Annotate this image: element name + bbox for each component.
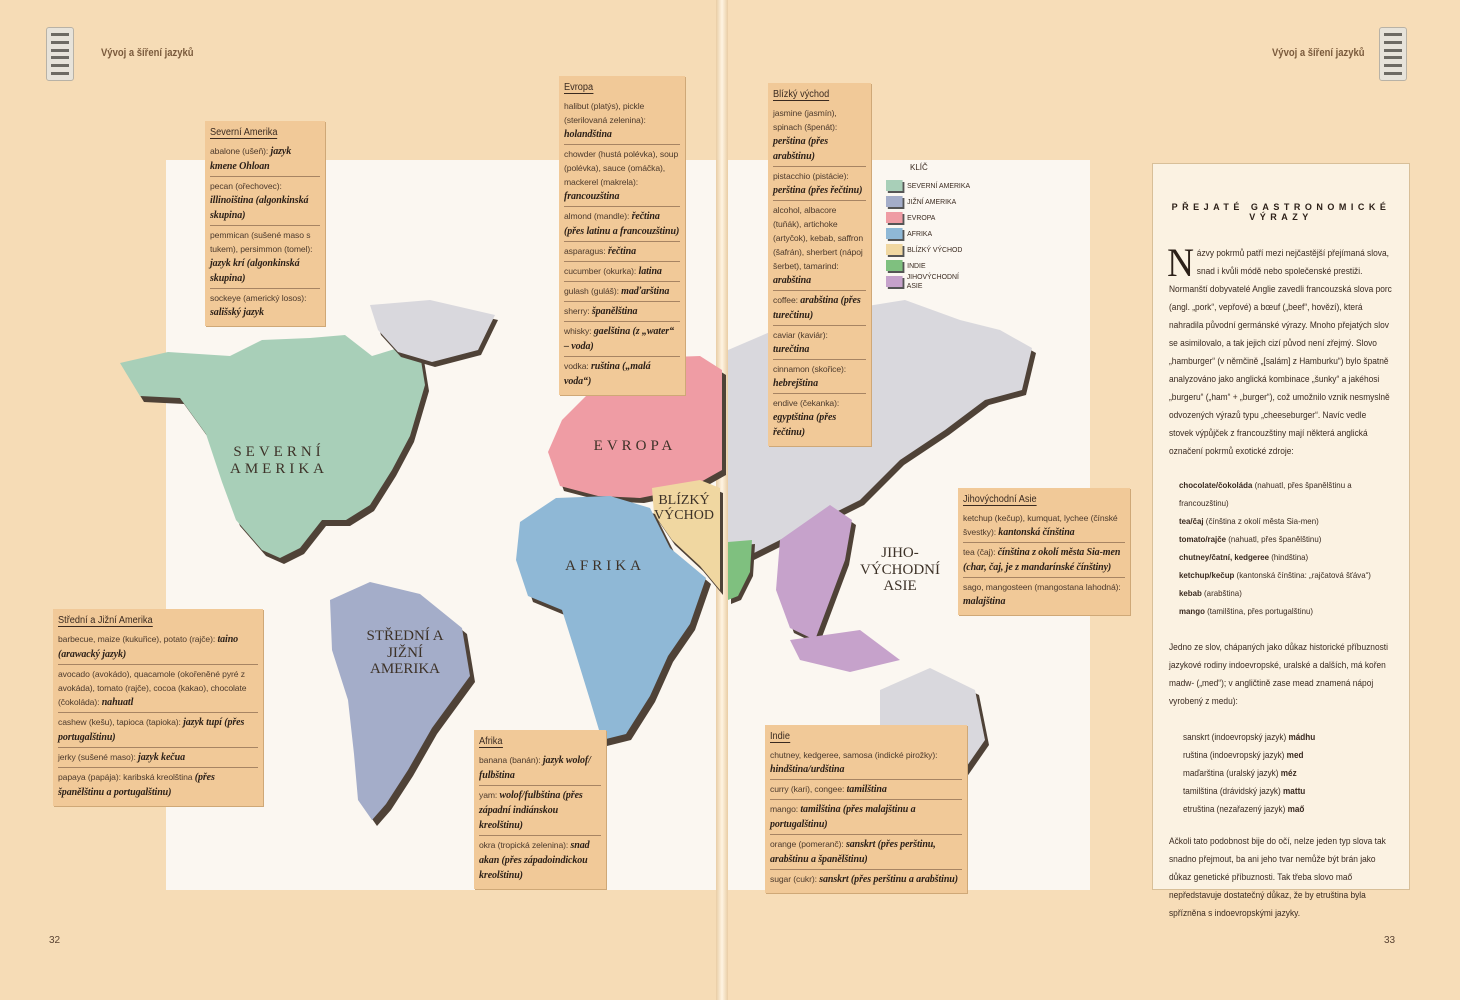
legend-label: JIHOVÝCHODNÍ ASIE: [906, 272, 959, 290]
list-item: endive (čekanka): egyptština (přes řečtinu): [773, 398, 840, 438]
box-africa: [474, 730, 606, 889]
list-item: vodka: ruština („malá voda“): [564, 361, 651, 387]
legend-swatch: [886, 196, 903, 207]
cuneiform-tablet-icon: [1379, 27, 1407, 81]
list-item: pecan (ořechovec): illinoiština (algonkinská skupina): [210, 177, 320, 226]
region-label-africa: AFRIKA: [565, 558, 645, 574]
region-label-southeast-asia: JIHO-VÝCHODNÍ ASIE: [860, 545, 940, 594]
list-item: avocado (avokádo), quacamole (okořeněné pyré z avokáda), tomato (rajče), cocoa (kakao), chocolate (čokoláda): nahuatl: [58, 665, 258, 713]
legend-item: [886, 225, 974, 241]
box-title: Jihovýchodní Asie: [963, 494, 1037, 505]
list-item: cinnamon (skořice): hebrejština: [773, 360, 866, 394]
list-item: caviar (kaviár): turečtina: [773, 326, 866, 360]
list-item: curry (kari), congee: tamilština: [770, 780, 962, 800]
legend-title: KLÍČ: [910, 163, 928, 172]
list-item: halibut (platýs), pickle (sterilovaná zelenina): holandština: [564, 97, 680, 145]
box-title: Střední a Jižní Amerika: [58, 615, 153, 626]
legend-swatch: [886, 276, 902, 287]
box-north-america: [205, 121, 325, 326]
legend-item: [886, 273, 974, 289]
box-southeast-asia: [958, 488, 1130, 615]
list-item: tea (čaj): čínština z okolí města Sia-men (char, čaj, je z mandarínské čínštiny): [963, 543, 1125, 578]
legend-label: BLÍZKÝ VÝCHOD: [907, 244, 963, 254]
legend-label: INDIE: [907, 260, 926, 270]
sidebar-middle-paragraph: Jedno ze slov, chápaných jako důkaz historické příbuznosti jazykové rodiny indoevropské, uralské a dalších, má kořen madw- („med“); v angličtině zase mead znamená nápoj vyrobený z medu):: [1169, 642, 1388, 706]
list-item: sherry: španělština: [564, 302, 680, 322]
sidebar-title: PŘEJATÉ GASTRONOMICKÉ VÝRAZY: [1171, 202, 1391, 222]
list-item: sockeye (americký losos): sališský jazyk: [210, 293, 307, 318]
drop-cap: N: [1167, 240, 1195, 285]
list-item: papaya (papája): karibská kreolština (přes španělštinu a portugalštinu): [58, 772, 215, 798]
sidebar-closing-paragraph: Ačkoli tato podobnost bije do očí, nelze jeden typ slova tak snadno přejmout, ba ani jeho tvar nemůže být brán jako důkaz genetické příbuznosti. Tak třeba slovo maő nepředstavuje dostatečný důkaz, že by etruština byla spřízněna s indoevropskými jazyky.: [1169, 836, 1386, 918]
list-item: tomato/rajče (nahuatl, přes španělštinu): [1179, 534, 1322, 544]
box-middle-east: [768, 83, 871, 446]
box-title: Evropa: [564, 82, 594, 93]
list-item: pemmican (sušené maso s tukem), persimmon (tomel): jazyk krí (algonkinská skupina): [210, 226, 320, 289]
list-item: sugar (cukr): sanskrt (přes perštinu a arabštinu): [770, 874, 958, 885]
right-running-head: Vývoj a šíření jazyků: [1272, 47, 1365, 59]
box-title: Severní Amerika: [210, 127, 278, 138]
list-item: almond (mandle): řečtina (přes latinu a francouzštinu): [564, 207, 680, 242]
legend-label: JIŽNÍ AMERIKA: [907, 196, 957, 206]
list-item: coffee: arabština (přes turečtinu): [773, 291, 866, 326]
list-item: cashew (kešu), tapioca (tapioka): jazyk tupí (přes portugalštinu): [58, 713, 258, 748]
list-item: chowder (hustá polévka), soup (polévka), sauce (omáčka), mackerel (makrela): francouzština: [564, 145, 680, 207]
list-item: chutney/čatní, kedgeree (hindština): [1179, 552, 1309, 562]
legend-item: [886, 193, 974, 209]
legend-label: AFRIKA: [907, 228, 933, 238]
list-item: maďarština (uralský jazyk) méz: [1183, 768, 1297, 778]
legend-label: EVROPA: [907, 212, 936, 222]
list-item: ketchup (kečup), kumquat, lychee (čínské švestky): kantonská čínština: [963, 509, 1125, 543]
list-item: ruština (indoevropský jazyk) med: [1183, 750, 1304, 760]
legend-item: [886, 209, 974, 225]
list-item: cucumber (okurka): latina: [564, 262, 680, 282]
list-item: yam: wolof/fulbština (přes západní indiánskou kreolštinu): [479, 786, 601, 836]
list-item: chocolate/čokoláda (nahuatl, přes španělštinu a francouzštinu): [1179, 480, 1352, 508]
list-item: abalone (ušeň): jazyk kmene Ohloan: [210, 142, 320, 177]
left-running-head: Vývoj a šíření jazyků: [101, 47, 194, 59]
list-item: banana (banán): jazyk wolof/ fulbština: [479, 751, 601, 786]
legend-label: SEVERNÍ AMERIKA: [907, 180, 971, 190]
list-item: jerky (sušené maso): jazyk kečua: [58, 748, 258, 768]
list-item: asparagus: řečtina: [564, 242, 680, 262]
left-page-number: 32: [49, 935, 61, 946]
list-item: sanskrt (indoevropský jazyk) mádhu: [1183, 732, 1316, 742]
list-item: mango (tamilština, přes portugalštinu): [1179, 606, 1314, 616]
region-label-middle-east: BLÍZKÝ VÝCHOD: [654, 493, 714, 524]
right-page-number: 33: [1384, 935, 1396, 946]
legend-swatch: [886, 228, 903, 239]
region-label-europe: EVROPA: [593, 438, 677, 454]
legend-swatch: [886, 180, 903, 191]
list-item: gulash (guláš): maďarština: [564, 282, 680, 302]
legend-item: [886, 241, 974, 257]
list-item: tamilština (drávidský jazyk) mattu: [1183, 786, 1306, 796]
box-title: Blízký východ: [773, 89, 830, 100]
sidebar-box: [1152, 163, 1410, 918]
sidebar-intro: Názvy pokrmů patří mezi nejčastější přejímaná slova, snad i kvůli módě nebo společenské prestiži. Normanští dobyvatelé Anglie zavedli francouzská slova porc (angl. „pork“, vepřové) a bœuf („beef“, hovězí), která nahradila původní germánské výrazy. Mnoho přejatých slov se asimilovalo, a tak jejich cizí původ není zřejmý. Slovo „hamburger“ (v němčině „[salám] z Hamburku“) bylo špatně analyzováno jako anglická kombinace „šunky“ a jakéhosi „burgeru“ („ham“ + „burger“), což umožnilo vznik nesmyslně odvozených výrazů typu „cheeseburger“. Navíc vedle stovek výpůjček z francouzštiny mají některá anglická označení pokrmů exotické zdroje:: [1167, 240, 1392, 456]
list-item: ketchup/kečup (kantonská čínština: „rajčatová šťáva“): [1179, 570, 1371, 580]
list-item: okra (tropická zelenina): snad akan (přes západoindickou kreolštinu): [479, 840, 590, 881]
legend-swatch: [886, 244, 903, 255]
box-india: [765, 725, 967, 893]
list-item: pistacchio (pistácie): perština (přes řečtinu): [773, 167, 866, 201]
legend-item: [886, 177, 974, 193]
list-item: orange (pomeranč): sanskrt (přes perštinu, arabštinu a španělštinu): [770, 835, 962, 870]
legend-swatch: [886, 260, 903, 271]
list-item: etruština (nezařazený jazyk) maő: [1183, 804, 1305, 814]
box-title: Indie: [770, 731, 790, 742]
list-item: chutney, kedgeree, samosa (indické pirožky): hindština/urdština: [770, 746, 962, 780]
cuneiform-tablet-icon: [46, 27, 74, 81]
list-item: sago, mangosteen (mangostana lahodná): malajština: [963, 582, 1121, 607]
india-shape: [728, 540, 755, 604]
box-south-america: [53, 609, 263, 806]
box-title: Afrika: [479, 736, 503, 747]
list-item: mango: tamilština (přes malajštinu a portugalštinu): [770, 800, 962, 835]
list-item: tea/čaj (čínština z okolí města Sia-men): [1179, 516, 1319, 526]
cognate-list: [1169, 728, 1393, 818]
list-item: alcohol, albacore (tuňák), artichoke (artyčok), kebab, saffron (šafrán), sherbert (nápoj šerbet), tamarind: arabština: [773, 201, 866, 291]
south-america-shape: [330, 582, 475, 826]
list-item: barbecue, maize (kukuřice), potato (rajče): taino (arawacký jazyk): [58, 630, 258, 665]
region-label-north-america: SEVERNÍ AMERIKA: [230, 444, 328, 477]
list-item: kebab (arabština): [1179, 588, 1242, 598]
list-item: whisky: gaelština (z „water“ – voda): [564, 322, 680, 357]
map-legend: [886, 163, 982, 289]
list-item: jasmine (jasmín), spinach (špenát): perština (přes arabštinu): [773, 104, 866, 167]
box-europe: [559, 76, 685, 395]
etymology-list: [1169, 476, 1393, 620]
legend-swatch: [886, 212, 903, 223]
legend-item: [886, 257, 974, 273]
region-label-south-america: STŘEDNÍ A JIŽNÍ AMERIKA: [366, 628, 444, 677]
